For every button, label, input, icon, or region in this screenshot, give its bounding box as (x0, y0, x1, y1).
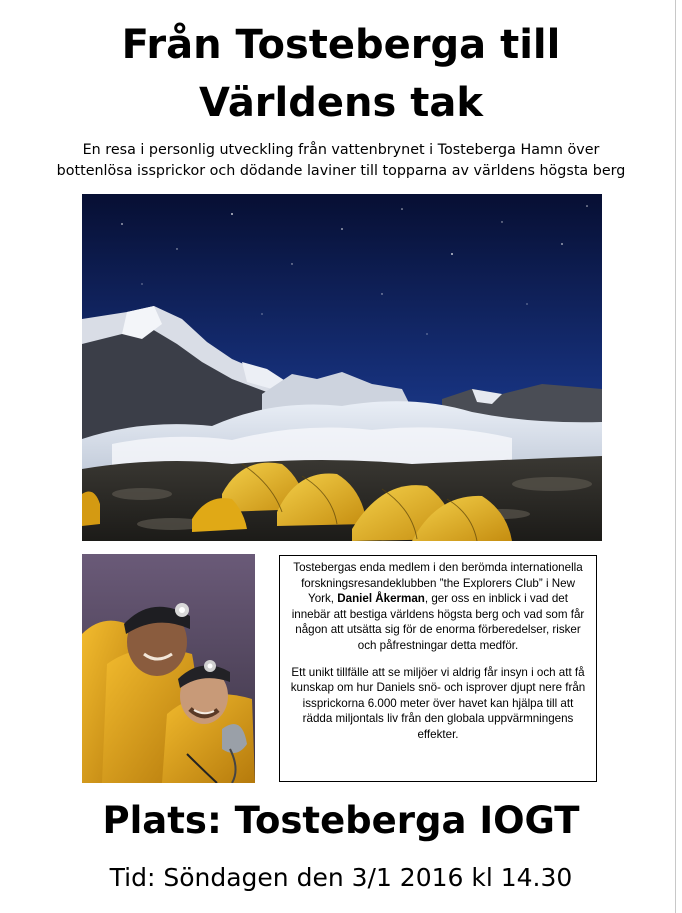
description-paragraph-2: Ett unikt tillfälle att se miljöer vi aldrig får insyn i och att få kunskap om hur Daniels snö- och isprover djupt nere från issprickorna 6.000 meter över havet kan hjälpa till att rädda miljontals liv från den globala uppvärmningens effekter. (290, 665, 586, 741)
climbers-portrait-photo (82, 554, 255, 783)
description-text: Tostebergas enda medlem i den berömda internationella forskningsresandeklubben ”the Explorers Club” i New York, (293, 561, 583, 606)
page-edge-line (675, 0, 676, 913)
speaker-name: Daniel Åkerman (337, 592, 425, 606)
title-line-2: Världens tak (199, 80, 483, 126)
description-paragraph-1 (290, 560, 586, 654)
subtitle-line-2: bottenlösa issprickor och dödande laviner till topparna av världens högsta berg (56, 163, 626, 179)
subtitle-line-1: En resa i personlig utveckling från vattenbrynet i Tosteberga Hamn över (82, 142, 600, 158)
poster-title (0, 16, 682, 132)
title-line-1: Från Tosteberga till (121, 22, 561, 68)
mountain-camp-photo (82, 194, 602, 541)
poster-subtitle (20, 140, 662, 182)
description-text: , ger oss en inblick i vad det innebär att bestiga världens högsta berg och vad som får någon att utsätta sig för de enorma förberedelser, risker och påfrestningar detta medför. (291, 592, 585, 652)
description-box (279, 555, 597, 782)
event-place: Plats: Tosteberga IOGT (102, 799, 580, 842)
event-time: Tid: Söndagen den 3/1 2016 kl 14.30 (109, 863, 573, 892)
